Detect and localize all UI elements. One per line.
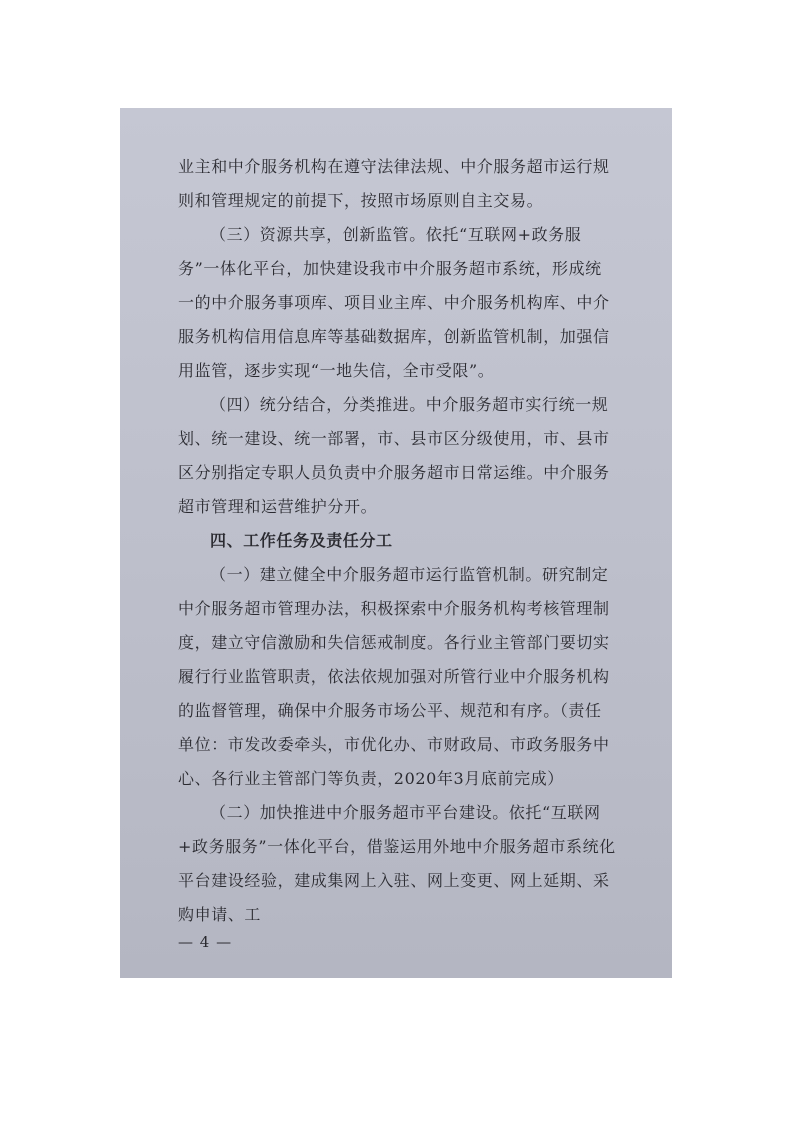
paragraph-3: （四）统分结合，分类推进。中介服务超市实行统一规划、统一建设、统一部署，市、县市区分级使用，市、县市区分别指定专职人员负责中介服务超市日常运维。中介服务超市管理和运营维护分开。 (178, 395, 610, 516)
paragraph-1: 业主和中介服务机构在遵守法律法规、中介服务超市运行规则和管理规定的前提下，按照市场原则自主交易。 (178, 157, 610, 210)
page-number: — 4 — (178, 933, 233, 951)
paragraph-5: （二）加快推进中介服务超市平台建设。依托“互联网+政务服务”一体化平台，借鉴运用外地中介服务超市系统化平台建设经验，建成集网上入驻、网上变更、网上延期、采购申请、工 (178, 803, 616, 924)
document-body (178, 150, 618, 932)
paragraph-4: （一）建立健全中介服务超市运行监管机制。研究制定中介服务超市管理办法，积极探索中介服务机构考核管理制度，建立守信激励和失信惩戒制度。各行业主管部门要切实履行行业监管职责，依法依规加强对所管行业中介服务机构的监督管理，确保中介服务市场公平、规范和有序。（责任单位：市发改委牵头，市优化办、市财政局、市政务服务中心、各行业主管部门等负责，2020年3月底前完成） (178, 565, 610, 788)
section-heading: 四、工作任务及责任分工 (210, 531, 393, 550)
document-photo (120, 108, 672, 978)
paragraph-2: （三）资源共享，创新监管。依托“互联网+政务服务”一体化平台，加快建设我市中介服务超市系统，形成统一的中介服务事项库、项目业主库、中介服务机构库、中介服务机构信用信息库等基础数据库，创新监管机制，加强信用监管，逐步实现“一地失信，全市受限”。 (178, 225, 610, 380)
